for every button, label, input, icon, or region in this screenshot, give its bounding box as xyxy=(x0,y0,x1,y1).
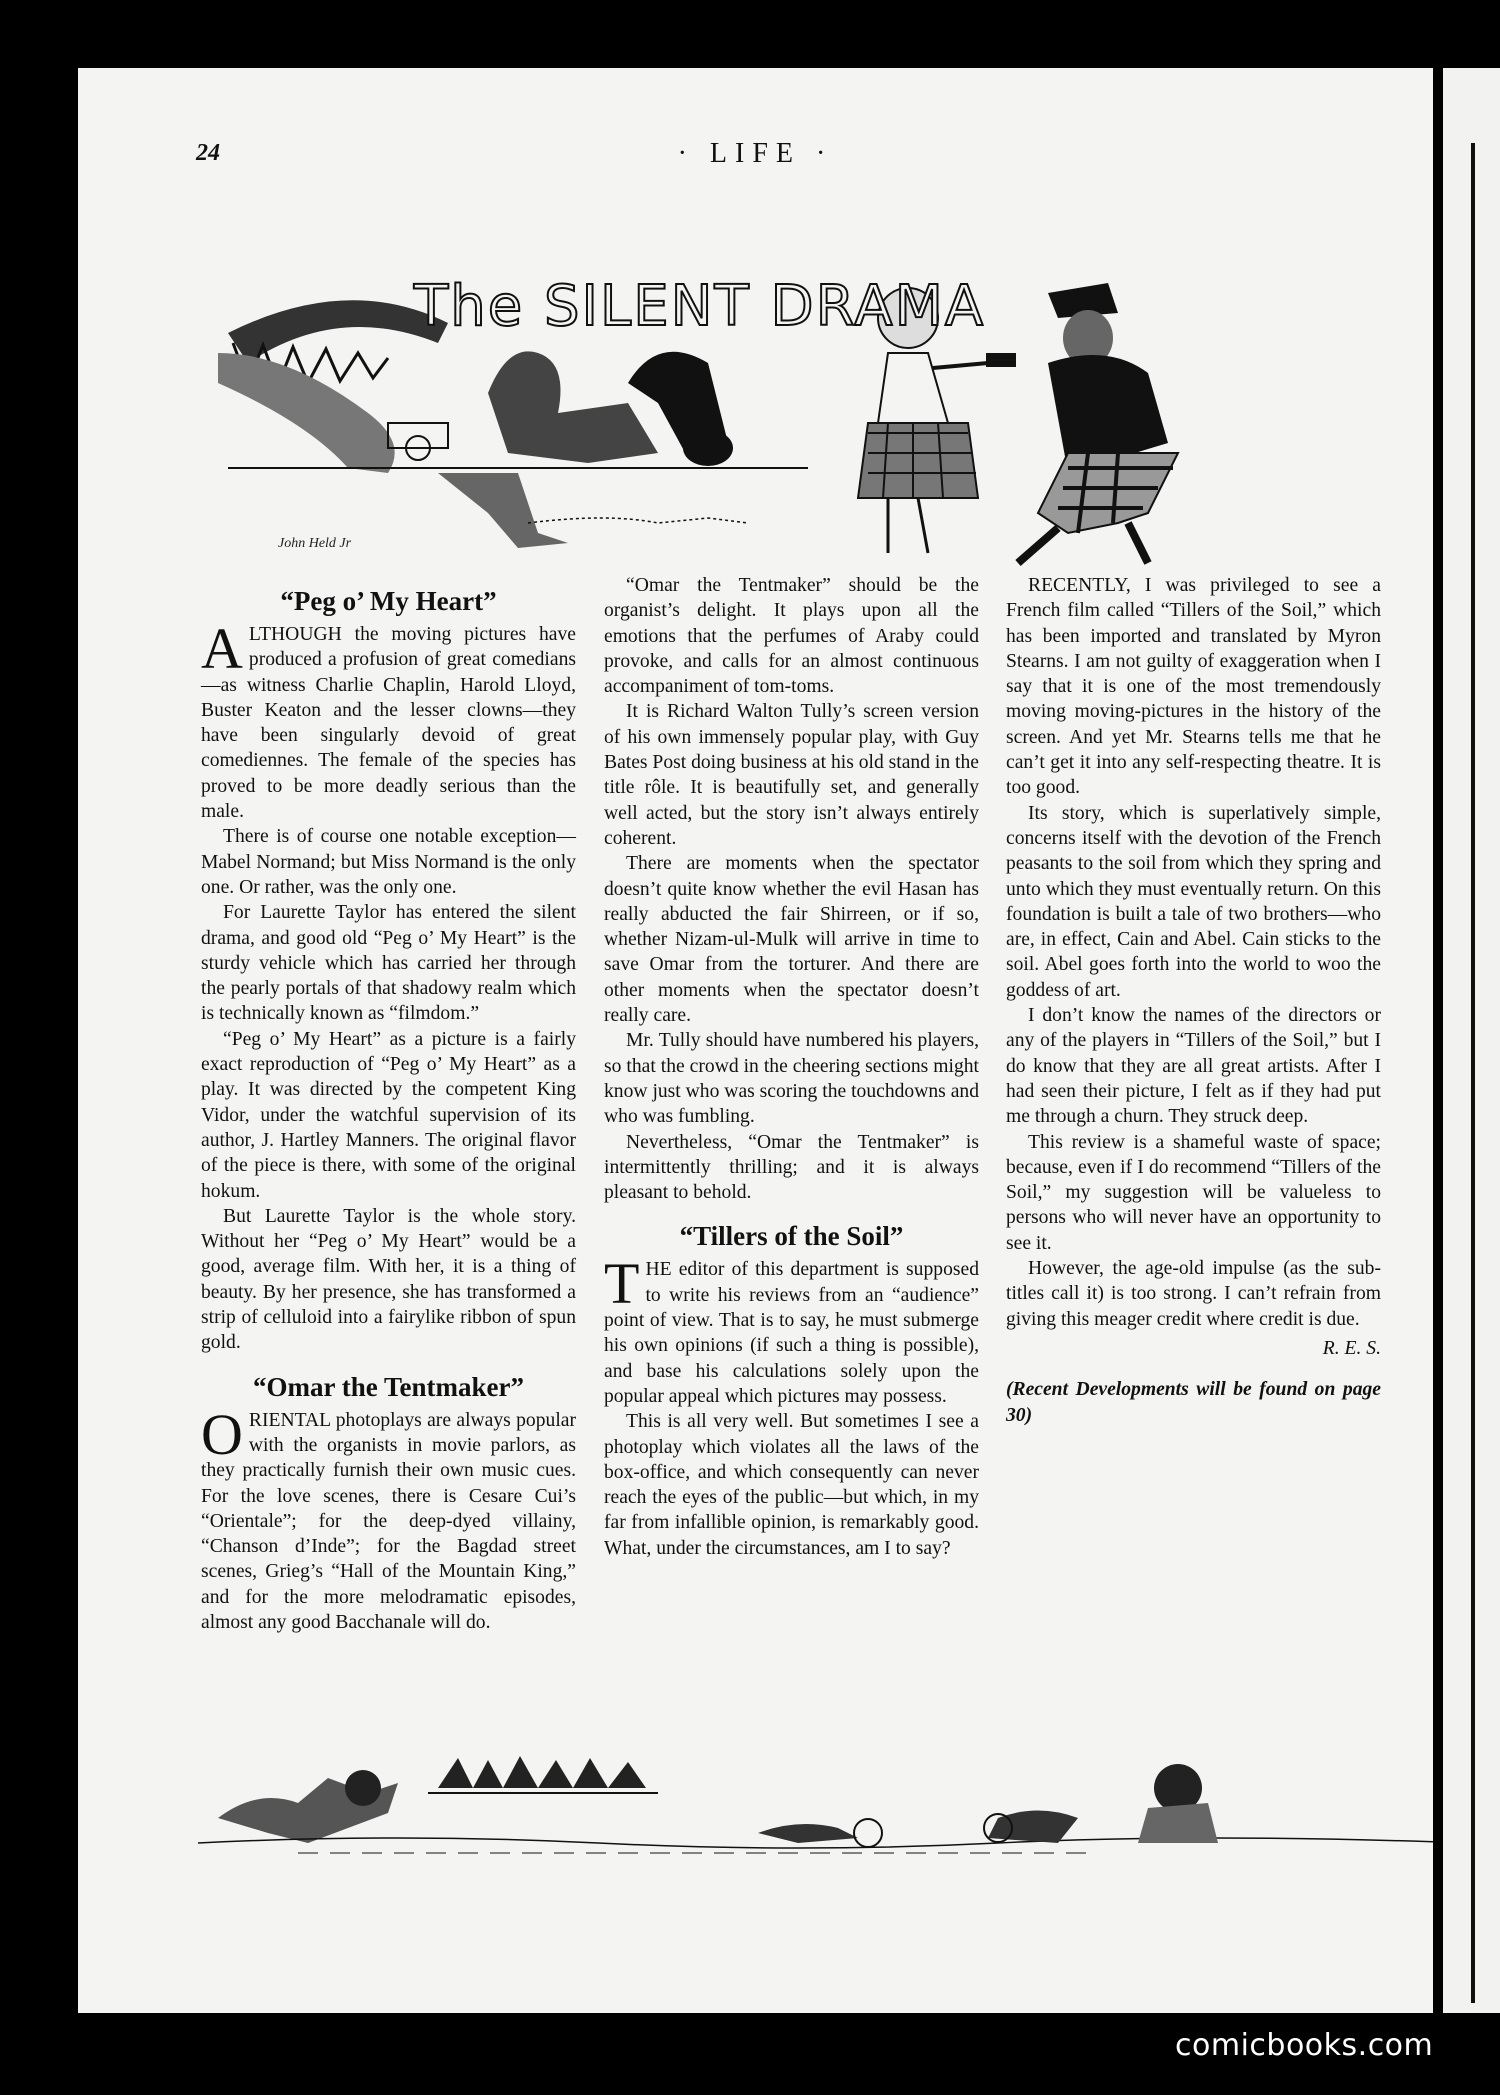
review-title-tillers: “Tillers of the Soil” xyxy=(679,1221,904,1252)
watermark: comicbooks.com xyxy=(1175,2028,1434,2063)
byline: R. E. S. xyxy=(1322,1337,1381,1359)
review-paragraph: This review is a shameful waste of space; because, even if I do recommend “Tillers of the Soil,” my suggestion will be valueless to persons who will never have an opportunity to see it. xyxy=(1006,1131,1381,1254)
dropcap: A xyxy=(201,616,243,681)
dropcap: T xyxy=(604,1251,640,1317)
review-paragraph: Nevertheless, “Omar the Tentmaker” is intermittently thrilling; and it is always pleasant to behold. xyxy=(604,1131,979,1204)
footer-note: (Recent Developments will be found on page 30) xyxy=(1006,1379,1381,1426)
feature-title: The SILENT DRAMA xyxy=(414,274,986,339)
review-paragraph: THE editor of this department is supposed to write his reviews from an “audience” point of view. That is to say, he must submerge his own opinions (if such a thing is possible), and base his calculations solely upon the popular appeal which pictures may possess. xyxy=(604,1251,979,1407)
magazine-page xyxy=(78,68,1433,2013)
review-paragraph: ALTHOUGH the moving pictures have produced a profusion of great comedians—as witness Charlie Chaplin, Harold Lloyd, Buster Keaton and the lesser clowns—they have been singularly devoid of great comediennes. The female of the species has proved to be more deadly serious than the male. xyxy=(201,616,576,823)
review-paragraph: “Peg o’ My Heart” as a picture is a fairly exact reproduction of “Peg o’ My Heart” as a play. It was directed by the competent King Vidor, under the watchful supervision of its author, J. Hartley Manners. The original flavor of the piece is there, with some of the original hokum. xyxy=(201,1028,576,1202)
artist-signature: John Held Jr xyxy=(278,536,352,551)
review-paragraph: For Laurette Taylor has entered the silent drama, and good old “Peg o’ My Heart” is the sturdy vehicle which has carried her through the pearly portals of that shadowy realm which is technically known as “filmdom.” xyxy=(201,902,576,1025)
review-paragraph: This is all very well. But sometimes I see a photoplay which violates all the laws of the box-office, and which consequently can never reach the eyes of the public—but which, in my far from infallible opinion, is remarkably good. What, under the circumstances, am I to say? xyxy=(604,1411,979,1559)
column-2 xyxy=(604,573,979,1561)
review-paragraph: It is Richard Walton Tully’s screen version of his own immensely popular play, with Guy Bates Post doing business at his old stand in the title rôle. It is beautifully set, and generally well acted, but the story isn’t always entirely coherent. xyxy=(604,701,979,849)
review-paragraph: RECENTLY, I was privileged to see a French film called “Tillers of the Soil,” which has been imported and translated by Myron Stearns. I am not guilty of exaggeration when I say that it is one of the most tremendously moving moving-pictures in the history of the screen. And yet Mr. Stearns tells me that he can’t get it into any self-respecting theatre. It is too good. xyxy=(1006,575,1381,799)
page-number: 24 xyxy=(196,140,220,166)
review-paragraph: There is of course one notable exception—Mabel Normand; but Miss Normand is the only one. Or rather, was the only one. xyxy=(201,826,576,898)
review-title-omar: “Omar the Tentmaker” xyxy=(253,1371,524,1402)
review-paragraph: Its story, which is superlatively simple, concerns itself with the devotion of the French peasants to the soil from which they spring and unto which they must eventually return. On this foundation is built a tale of two brothers—who are, in effect, Cain and Abel. Cain sticks to the soil. Abel goes forth into the world to woo the goddess of art. xyxy=(1006,802,1381,1001)
review-paragraph: Mr. Tully should have numbered his players, so that the crowd in the cheering sections might know just who was scoring the touchdowns and who was fumbling. xyxy=(604,1030,979,1128)
column-3 xyxy=(1006,573,1381,1428)
column-1 xyxy=(201,578,576,1635)
dropcap: O xyxy=(201,1401,243,1467)
review-title-peg: “Peg o’ My Heart” xyxy=(280,586,497,616)
review-paragraph: “Omar the Tentmaker” should be the organist’s delight. It plays upon all the emotions that the perfumes of Araby could provoke, and calls for an almost continuous accompaniment of tom-toms. xyxy=(604,575,979,698)
footer-illustration xyxy=(198,1748,1433,1863)
review-paragraph: However, the age-old impulse (as the sub-titles call it) is too strong. I can’t refrain from giving this meager credit where credit is due. xyxy=(1006,1258,1381,1330)
magazine-title: · LIFE · xyxy=(677,138,834,169)
review-paragraph: There are moments when the spectator doesn’t quite know whether the evil Hasan has really abducted the fair Shirreen, or if so, whether Nizam-ul-Mulk will arrive in time to save Omar from the torturer. And there are other moments when the spectator doesn’t really care. xyxy=(604,853,979,1027)
review-paragraph: ORIENTAL photoplays are always popular with the organists in movie parlors, as they practically furnish their own music cues. For the love scenes, there is Cesare Cui’s “Orientale”; for the deep-dyed villainy, “Chanson d’Inde”; for the Bagdad street scenes, Grieg’s “Hall of the Mountain King,” and for the more melodramatic episodes, almost any good Bacchanale will do. xyxy=(201,1401,576,1633)
adjacent-page-border xyxy=(1471,143,1475,2003)
adjacent-page-edge xyxy=(1443,68,1500,2013)
review-paragraph: I don’t know the names of the directors or any of the players in “Tillers of the Soil,” but I do know that they are all great artists. After I had seen their picture, I felt as if they had put me through a churn. They struck deep. xyxy=(1006,1005,1381,1128)
review-paragraph: But Laurette Taylor is the whole story. Without her “Peg o’ My Heart” would be a good, average film. With her, it is a thing of beauty. By her presence, she has transformed a strip of celluloid into a fairylike ribbon of spun gold. xyxy=(201,1205,576,1354)
